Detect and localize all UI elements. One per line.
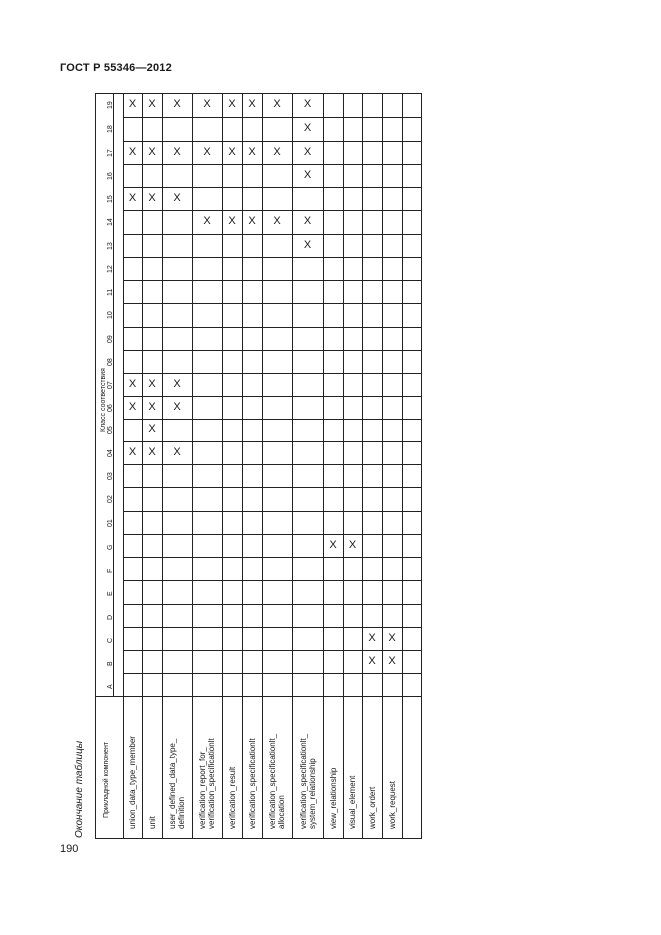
conformance-mark: X [148, 400, 156, 413]
conformance-mark: X [248, 98, 256, 110]
column-code: 16 [107, 171, 114, 180]
table-row-line [123, 350, 421, 351]
table-row-line [123, 580, 421, 581]
column-code: B [107, 660, 114, 666]
table-row-line [123, 210, 421, 211]
conformance-mark: X [273, 98, 281, 110]
table-column-line [382, 93, 383, 838]
class-header: Класс соответствия [100, 368, 107, 432]
column-code: 19 [107, 101, 114, 109]
row-label-line: view_relationship [328, 767, 338, 829]
table-row-line [123, 141, 421, 142]
conformance-mark: X [303, 238, 312, 251]
conformance-mark: X [203, 215, 211, 227]
conformance-mark: X [368, 654, 376, 667]
column-code: 13 [107, 241, 114, 250]
class-header-divider [113, 93, 114, 696]
conformance-mark: X [148, 445, 156, 458]
row-label-line: verification_result [227, 766, 237, 829]
conformance-mark: X [303, 215, 312, 227]
row-label [198, 738, 216, 829]
table-column-line [242, 93, 243, 838]
conformance-mark: X [303, 145, 312, 158]
column-code: 12 [107, 264, 114, 273]
row-label-line: definition [177, 796, 186, 829]
conformance-mark: X [128, 98, 137, 110]
row-label [168, 739, 186, 829]
page-number: 190 [60, 843, 79, 855]
conformance-mark: X [348, 538, 357, 551]
table-column-line [402, 93, 403, 838]
conformance-mark: X [303, 98, 312, 110]
table-column-line [123, 93, 124, 838]
conformance-mark: X [128, 445, 137, 458]
row-label [388, 781, 397, 829]
table-row-line [123, 164, 421, 165]
table-border-right [421, 93, 422, 839]
conformance-mark: X [173, 400, 181, 413]
table-row-line [123, 93, 421, 94]
conformance-mark: X [273, 145, 281, 158]
row-label-line: work_request [387, 780, 397, 829]
column-code: 15 [107, 194, 114, 203]
column-code: D [107, 614, 114, 620]
table-column-line [142, 93, 143, 838]
component-header: Прикладной компонент [103, 741, 110, 818]
table-column-line [343, 93, 344, 838]
conformance-mark: X [128, 400, 137, 413]
column-code: 09 [107, 334, 114, 343]
conformance-mark: X [128, 191, 137, 204]
row-label [268, 734, 286, 829]
conformance-mark: X [228, 98, 236, 110]
table-row-line [123, 187, 421, 188]
conformance-mark: X [248, 145, 256, 158]
table-border-bottom [95, 838, 422, 839]
column-code: 08 [107, 357, 114, 366]
table-row-line [123, 673, 421, 674]
table-row-line [123, 604, 421, 605]
table-row-line [123, 487, 421, 488]
row-label [228, 767, 237, 829]
row-label [299, 734, 317, 829]
table-column-line [362, 93, 363, 838]
document-header: ГОСТ Р 55346—2012 [60, 62, 172, 74]
column-code: 18 [107, 125, 114, 133]
conformance-mark: X [228, 145, 236, 158]
table-row-line [123, 650, 421, 651]
row-label-line: work_ordert [367, 786, 377, 829]
column-code: E [107, 591, 114, 596]
table-row-line [123, 627, 421, 628]
table-row-line [123, 257, 421, 258]
conformance-mark: X [248, 215, 256, 227]
table-column-line [292, 93, 293, 838]
conformance-mark: X [148, 423, 156, 435]
conformance-mark: X [203, 98, 211, 110]
row-label [148, 816, 157, 829]
row-label-line: verification_specificationlt [207, 738, 216, 829]
row-label [348, 776, 357, 829]
table-caption: Окончание таблицы [74, 740, 85, 838]
table-column-line [162, 93, 163, 838]
column-code: 04 [107, 448, 114, 457]
row-label-line: visual_element [348, 775, 357, 829]
table-corner [95, 93, 96, 94]
conformance-mark: X [173, 445, 181, 458]
row-label-line: union_data_type_member [128, 736, 137, 829]
row-label-line: verification_report_for_ [198, 747, 207, 829]
conformance-mark: X [303, 168, 312, 181]
row-label [368, 787, 377, 829]
row-label [248, 738, 257, 829]
conformance-mark: X [128, 145, 137, 158]
column-code: C [107, 637, 114, 643]
conformance-mark: X [303, 122, 312, 134]
row-label-line: verification_specificationlt_ [268, 733, 277, 829]
conformance-mark: X [148, 191, 156, 204]
column-code: 10 [107, 311, 114, 319]
row-label [329, 768, 338, 829]
row-label-line: allocation [277, 795, 286, 829]
table-row-line [123, 234, 421, 235]
conformance-mark: X [148, 98, 156, 110]
row-label-line: verification_specificationlt [247, 738, 257, 829]
column-code: 06 [107, 403, 114, 412]
conformance-mark: X [368, 631, 376, 644]
table-row-line [123, 441, 421, 442]
conformance-mark: X [148, 145, 156, 158]
conformance-mark: X [173, 145, 181, 158]
conformance-mark: X [173, 191, 181, 204]
table-row-line [123, 511, 421, 512]
row-label-line: verification_specificationlt_ [298, 733, 308, 829]
table-header-separator [95, 696, 421, 697]
row-label-line: system_relationship [307, 758, 317, 829]
conformance-mark: X [329, 538, 337, 551]
table-row-line [123, 373, 421, 374]
conformance-mark: X [173, 377, 181, 390]
table-row-line [123, 280, 421, 281]
column-code: 14 [107, 218, 114, 226]
conformance-mark: X [128, 377, 137, 390]
conformance-mark: X [388, 654, 396, 667]
column-code: G [107, 544, 114, 550]
row-label-line: unit [147, 816, 157, 829]
table-row-line [123, 419, 421, 420]
row-label-line: user_defined_data_type_ [168, 738, 177, 829]
table-column-line [262, 93, 263, 838]
table-row-line [123, 396, 421, 397]
column-code: F [107, 568, 114, 573]
row-label [128, 736, 137, 829]
table-row-line [123, 534, 421, 535]
table-column-line [323, 93, 324, 838]
column-code: A [107, 683, 114, 689]
column-code: 07 [107, 380, 114, 389]
column-code: 01 [107, 518, 114, 527]
table-row-line [123, 117, 421, 118]
conformance-mark: X [388, 631, 396, 644]
table-row-line [123, 303, 421, 304]
table-column-line [222, 93, 223, 838]
conformance-mark: X [203, 145, 211, 158]
conformance-mark: X [173, 98, 181, 110]
table-border-left [95, 93, 96, 839]
conformance-mark: X [148, 377, 156, 390]
conformance-mark: X [273, 215, 281, 227]
column-code: 02 [107, 495, 114, 503]
table-row-line [123, 557, 421, 558]
column-code: 11 [107, 288, 114, 296]
column-code: 03 [107, 471, 114, 480]
table-row-line [123, 327, 421, 328]
column-code: 05 [107, 426, 114, 434]
conformance-mark: X [228, 215, 236, 227]
table-column-line [192, 93, 193, 838]
column-code: 17 [107, 148, 114, 157]
table-row-line [123, 464, 421, 465]
